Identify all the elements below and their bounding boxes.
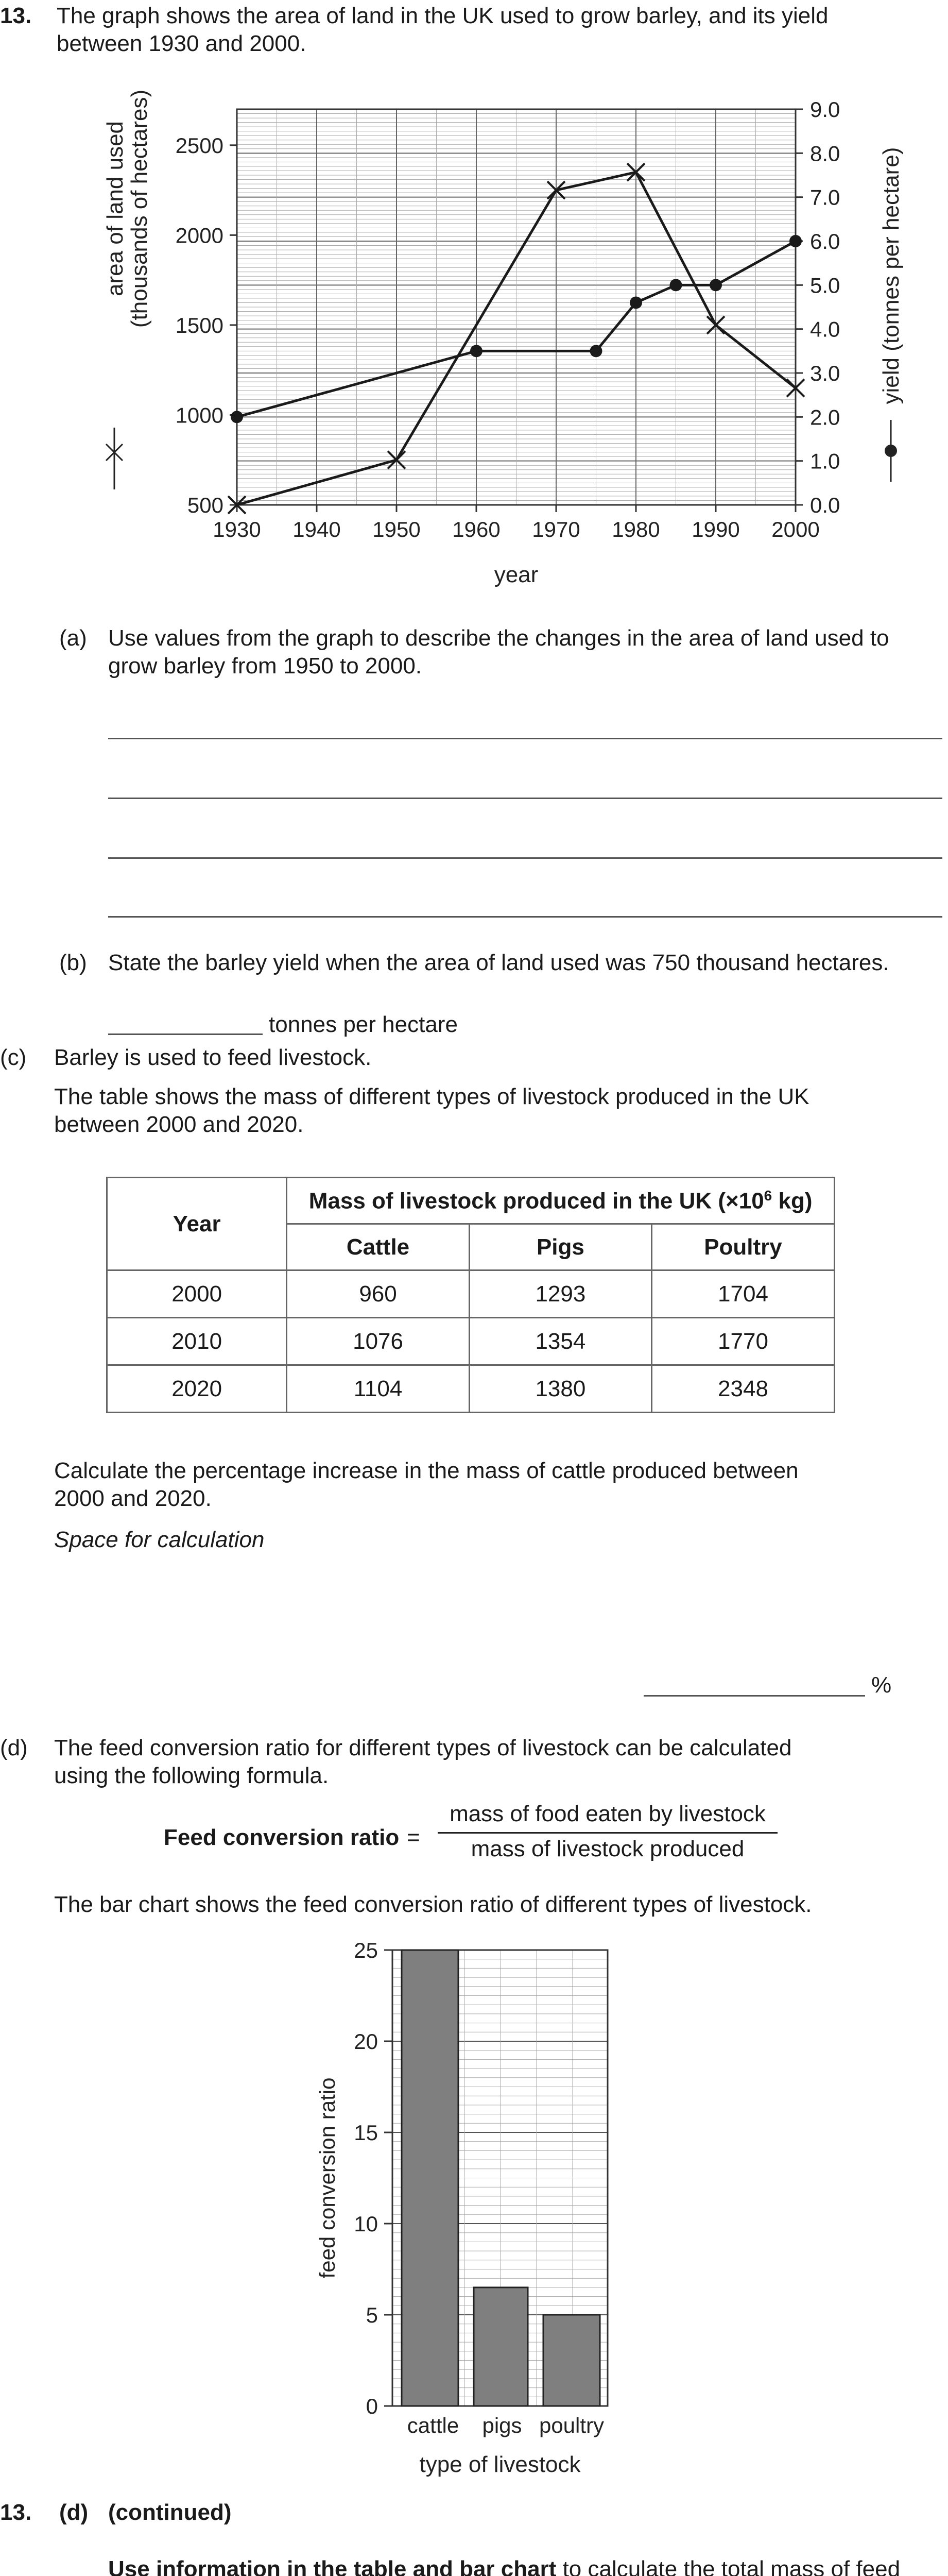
table-row bbox=[107, 1365, 835, 1413]
table-intro-2: between 2000 and 2020. bbox=[54, 1112, 304, 1137]
table-cell: 1076 bbox=[287, 1318, 470, 1365]
continued-q-number: 13. bbox=[0, 2500, 32, 2525]
y-left-axis-label-2: (thousands of hectares) bbox=[127, 89, 152, 328]
y-right-tick-label: 5.0 bbox=[810, 273, 840, 298]
bar-y-tick-label: 5 bbox=[366, 2303, 378, 2327]
y-left-tick-label: 1000 bbox=[175, 403, 223, 428]
table-cell: 2020 bbox=[107, 1365, 287, 1413]
table-cell: 2348 bbox=[652, 1365, 835, 1413]
y-right-tick-label: 1.0 bbox=[810, 449, 840, 473]
table-cell: 2000 bbox=[107, 1270, 287, 1318]
intro-line-2: between 1930 and 2000. bbox=[57, 31, 306, 56]
table-cell: 1354 bbox=[469, 1318, 651, 1365]
bar-category-label: cattle bbox=[407, 2413, 459, 2437]
yield-point bbox=[789, 235, 802, 247]
answer-line[interactable] bbox=[108, 857, 942, 859]
part-d-text-1: The feed conversion ratio for different types of livestock can be calculated bbox=[54, 1735, 792, 1760]
table-header-pigs: Pigs bbox=[469, 1224, 651, 1270]
x-axis-label: year bbox=[494, 562, 539, 587]
bar-cattle bbox=[402, 1950, 458, 2406]
bar-y-axis-label: feed conversion ratio bbox=[315, 2077, 339, 2279]
bar-y-tick-label: 25 bbox=[354, 1942, 378, 1962]
x-tick-label: 1950 bbox=[372, 517, 421, 541]
table-header-year: Year bbox=[107, 1178, 287, 1270]
bar-category-label: poultry bbox=[539, 2413, 605, 2437]
table-cell: 1293 bbox=[469, 1270, 651, 1318]
bar-y-tick-label: 20 bbox=[354, 2029, 378, 2054]
fraction-bar bbox=[438, 1832, 778, 1834]
bar-y-tick-label: 15 bbox=[354, 2121, 378, 2145]
yield-point bbox=[470, 345, 482, 357]
formula-label: Feed conversion ratio bbox=[164, 1825, 400, 1850]
table-cell: 1380 bbox=[469, 1365, 651, 1413]
y-left-axis-label-1: area of land used bbox=[102, 121, 128, 297]
part-a-label: (a) bbox=[59, 625, 87, 651]
legend-dot-marker bbox=[885, 445, 897, 457]
yield-point bbox=[670, 279, 682, 291]
yield-point bbox=[710, 279, 722, 291]
y-right-tick-label: 7.0 bbox=[810, 185, 840, 210]
table-header-poultry: Poultry bbox=[652, 1224, 835, 1270]
x-tick-label: 1970 bbox=[532, 517, 580, 541]
bar-pigs bbox=[474, 2287, 528, 2406]
barley-line-chart bbox=[0, 77, 948, 603]
formula-denominator: mass of livestock produced bbox=[471, 1836, 745, 1861]
x-tick-label: 1930 bbox=[213, 517, 261, 541]
part-c-calc-1: Calculate the percentage increase in the mass of cattle produced between bbox=[54, 1458, 799, 1483]
x-tick-label: 1980 bbox=[612, 517, 660, 541]
part-d2-text-1: Use information in the table and bar chart to calculate the total mass of feed bbox=[108, 2556, 901, 2576]
table-cell: 1104 bbox=[287, 1365, 470, 1413]
x-tick-label: 2000 bbox=[771, 517, 820, 541]
formula-equals: = bbox=[407, 1825, 420, 1850]
table-intro-1: The table shows the mass of different types of livestock produced in the UK bbox=[54, 1084, 809, 1109]
yield-point bbox=[590, 345, 602, 357]
intro-line-1: The graph shows the area of land in the UK used to grow barley, and its yield bbox=[57, 3, 829, 28]
x-tick-label: 1960 bbox=[452, 517, 501, 541]
answer-line[interactable] bbox=[108, 916, 942, 918]
continued-label: (continued) bbox=[108, 2500, 232, 2525]
table-header-cattle: Cattle bbox=[287, 1224, 470, 1270]
bar-y-tick-label: 0 bbox=[366, 2394, 378, 2418]
table-header-mass: Mass of livestock produced in the UK ($\times 10^6$ kg) bbox=[287, 1178, 835, 1224]
table-cell: 1770 bbox=[652, 1318, 835, 1365]
bar-y-tick-label: 10 bbox=[354, 2212, 378, 2236]
y-right-tick-label: 0.0 bbox=[810, 493, 840, 517]
part-c-calc-2: 2000 and 2020. bbox=[54, 1486, 212, 1511]
part-b-text: State the barley yield when the area of land used was 750 thousand hectares. bbox=[108, 950, 889, 975]
part-d-text-2: using the following formula. bbox=[54, 1763, 329, 1788]
y-left-tick-label: 500 bbox=[187, 493, 223, 517]
y-left-tick-label: 2000 bbox=[175, 223, 223, 248]
part-c-text: Barley is used to feed livestock. bbox=[54, 1045, 372, 1070]
y-right-tick-label: 2.0 bbox=[810, 405, 840, 430]
y-right-tick-label: 4.0 bbox=[810, 317, 840, 342]
part-d-label: (d) bbox=[0, 1735, 28, 1760]
table-row bbox=[107, 1318, 835, 1365]
y-right-tick-label: 8.0 bbox=[810, 141, 840, 166]
yield-point bbox=[231, 411, 243, 423]
part-c-answer-line[interactable] bbox=[644, 1695, 865, 1697]
x-tick-label: 1940 bbox=[292, 517, 341, 541]
answer-line[interactable] bbox=[108, 738, 942, 739]
part-a-text-1: Use values from the graph to describe the changes in the area of land used to bbox=[108, 625, 889, 651]
table-row bbox=[107, 1270, 835, 1318]
x-tick-label: 1990 bbox=[692, 517, 740, 541]
y-left-tick-label: 1500 bbox=[175, 313, 223, 337]
y-right-tick-label: 6.0 bbox=[810, 229, 840, 253]
part-b-answer-line[interactable] bbox=[108, 1033, 263, 1035]
continued-part: (d) bbox=[59, 2500, 89, 2525]
part-c-unit: % bbox=[871, 1672, 892, 1698]
bar-category-label: pigs bbox=[482, 2413, 522, 2437]
y-left-tick-label: 2500 bbox=[175, 133, 223, 158]
y-right-tick-label: 3.0 bbox=[810, 361, 840, 385]
bar-x-axis-label: type of livestock bbox=[419, 2452, 581, 2477]
yield-point bbox=[630, 296, 642, 309]
question-number: 13. bbox=[0, 3, 32, 28]
y-right-tick-label: 9.0 bbox=[810, 97, 840, 122]
bar-chart-intro: The bar chart shows the feed conversion ratio of different types of livestock. bbox=[54, 1892, 812, 1917]
answer-line[interactable] bbox=[108, 798, 942, 799]
y-right-axis-label: yield (tonnes per hectare) bbox=[878, 147, 904, 404]
part-c-label: (c) bbox=[0, 1045, 27, 1070]
table-cell: 960 bbox=[287, 1270, 470, 1318]
table-cell: 2010 bbox=[107, 1318, 287, 1365]
livestock-table bbox=[106, 1177, 835, 1413]
part-b-unit: tonnes per hectare bbox=[269, 1012, 458, 1037]
formula-numerator: mass of food eaten by livestock bbox=[450, 1801, 766, 1826]
feed-conversion-bar-chart bbox=[0, 1942, 948, 2494]
part-c-space: Space for calculation bbox=[54, 1527, 265, 1552]
part-b-label: (b) bbox=[59, 950, 87, 975]
table-cell: 1704 bbox=[652, 1270, 835, 1318]
line-chart-grid bbox=[237, 109, 796, 505]
part-a-text-2: grow barley from 1950 to 2000. bbox=[108, 653, 422, 679]
bar-poultry bbox=[543, 2315, 600, 2406]
